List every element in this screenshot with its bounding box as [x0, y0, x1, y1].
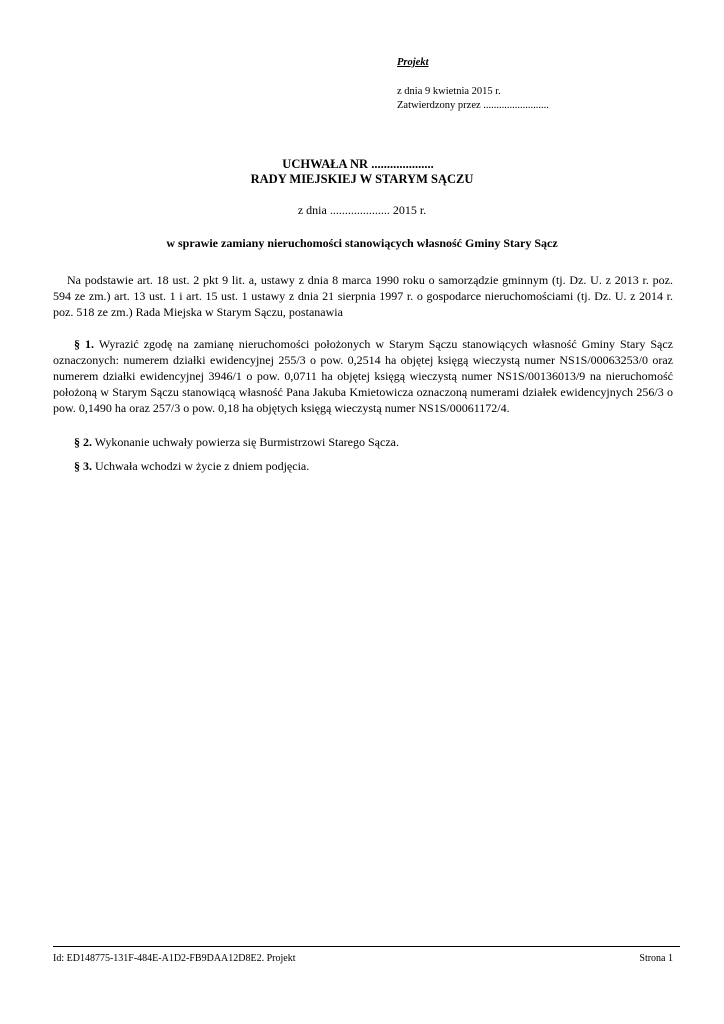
paragraph-text: Wyrazić zgodę na zamianę nieruchomości położonych w Starym Sączu stanowiących własność Gminy Stary Sącz oznaczonych: numerem działki ewidencyjnej 255/3 o pow. 0,2514 ha objętej księgą wieczystą numer NS1S/00063253/0 oraz numerem działki ewidencyjnej 3946/1 o pow. 0,0711 ha objętej księgą wieczystą numer NS1S/00136013/9 na nieruchomość położoną w Starym Sączu stanowiącą własność Pana Jakuba Kmietowicza oznaczoną numerami działek ewidencyjnych 256/3 o pow. 0,1490 ha oraz 257/3 o pow. 0,18 ha objętych księgą wieczystą numer NS1S/00061172/4.	[53, 337, 673, 415]
paragraph-3	[53, 458, 673, 474]
projekt-label: Projekt	[397, 57, 429, 68]
approved-by: Zatwierdzony przez .........................	[397, 100, 549, 111]
paragraph-text: Wykonanie uchwały powierza się Burmistrzowi Starego Sącza.	[94, 435, 399, 449]
page-number: Strona 1	[639, 953, 673, 964]
paragraph-number: § 1.	[74, 337, 95, 351]
paragraph-1	[53, 336, 673, 416]
resolution-date: z dnia .................... 2015 r.	[297, 203, 427, 217]
resolution-number: UCHWAŁA NR ....................	[282, 157, 434, 171]
paragraph-2	[53, 434, 673, 450]
resolution-subject: w sprawie zamiany nieruchomości stanowiących własność Gminy Stary Sącz	[166, 236, 558, 250]
paragraph-number: § 3.	[74, 459, 92, 473]
council-name: RADY MIEJSKIEJ W STARYM SĄCZU	[250, 172, 474, 186]
legal-basis-paragraph: Na podstawie art. 18 ust. 2 pkt 9 lit. a, ustawy z dnia 8 marca 1990 roku o samorządzie gminnym (tj. Dz. U. z 2013 r. poz. 594 ze zm.) art. 13 ust. 1 i art. 15 ust. 1 ustawy z dnia 21 sierpnia 1997 r. o gospodarce nieruchomościami (tj. Dz. U. z 2014 r. poz. 518 ze zm.) Rada Miejska w Starym Sączu, postanawia	[53, 273, 673, 319]
document-id: Id: ED148775-131F-484E-A1D2-FB9DAA12D8E2. Projekt	[53, 953, 296, 964]
projekt-header	[397, 56, 549, 113]
paragraph-text: Uchwała wchodzi w życie z dniem podjęcia.	[95, 459, 310, 473]
paragraph-number: § 2.	[74, 435, 92, 449]
footer-divider	[53, 946, 680, 947]
projekt-date: z dnia 9 kwietnia 2015 r.	[397, 86, 501, 97]
